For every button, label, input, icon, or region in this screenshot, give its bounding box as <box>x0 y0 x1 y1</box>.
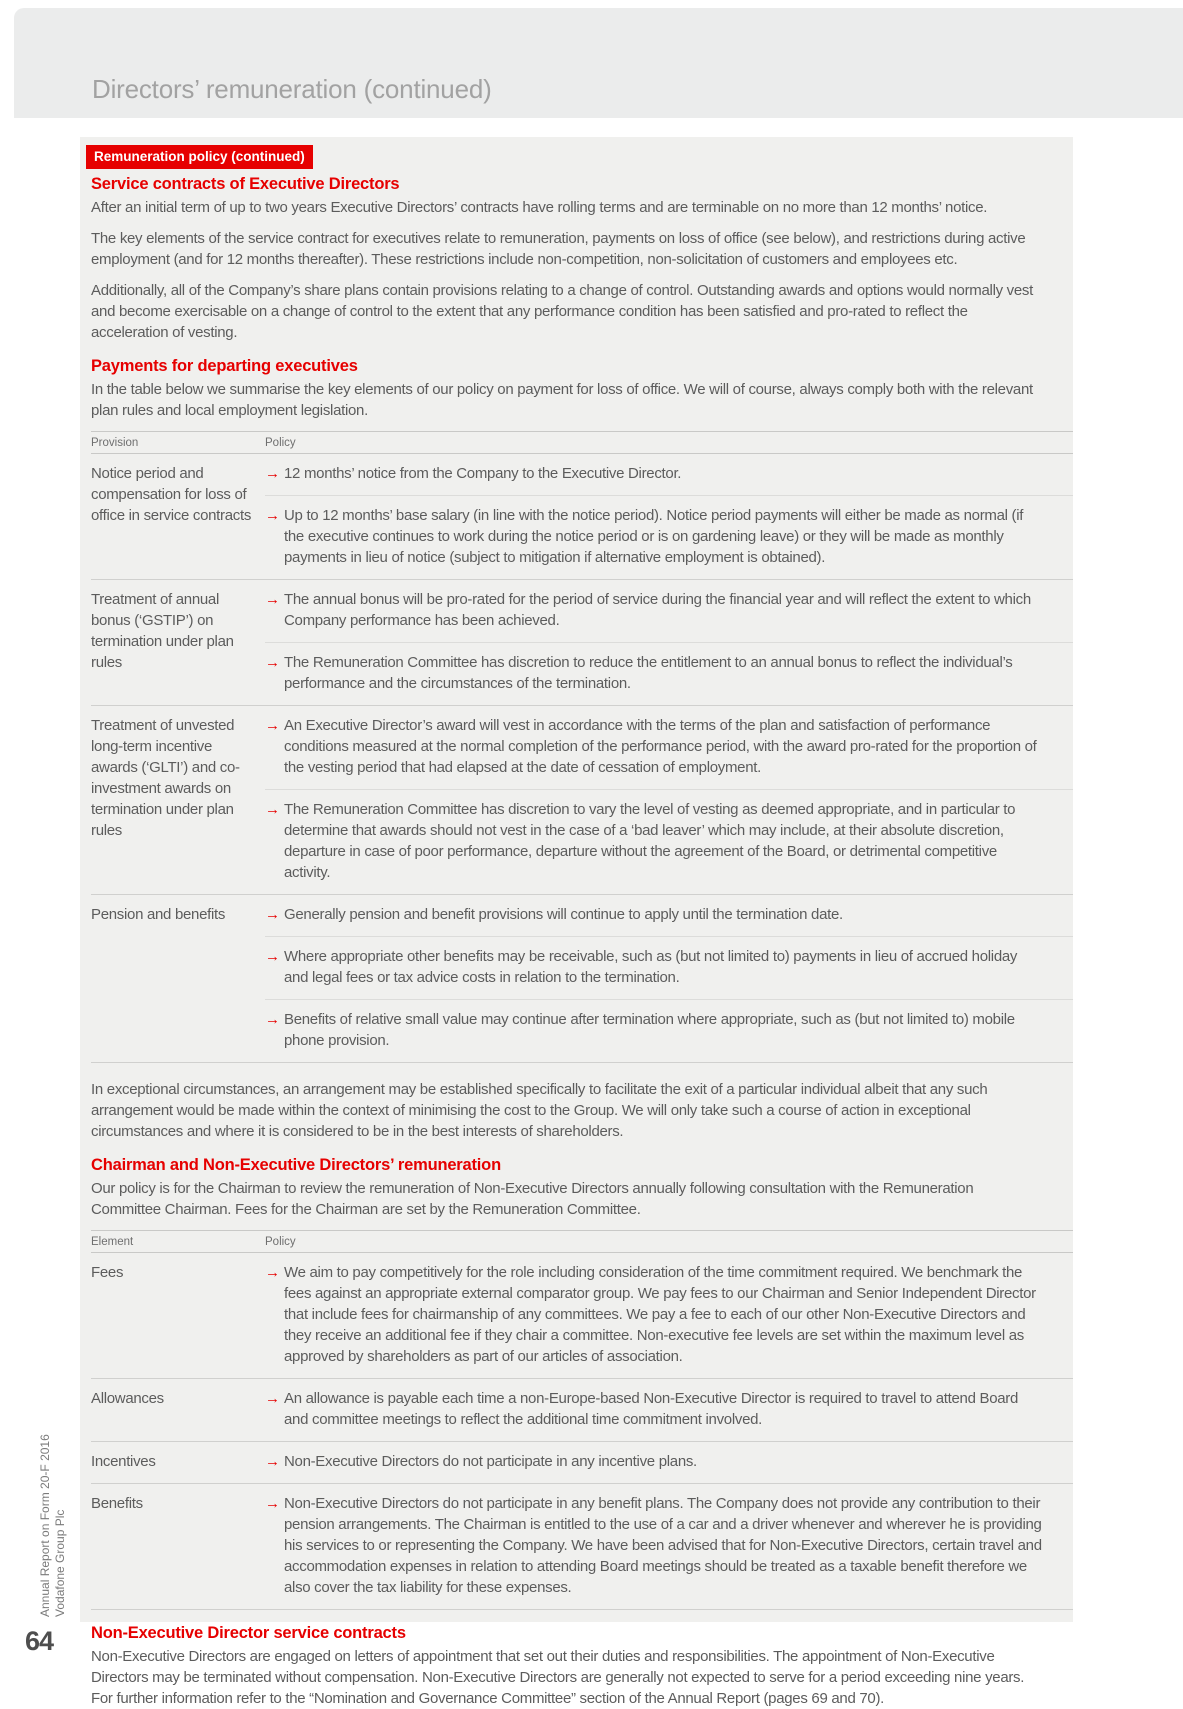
policy-text: The annual bonus will be pro-rated for the period of service during the financial year and will reflect the extent to which Company performance has been achieved. <box>284 591 1031 629</box>
paragraph-exceptional-circumstances: In exceptional circumstances, an arrangement may be established specifically to facilitate the exit of a particular individual albeit that any such arrangement would be made within the context of minimising the cost to the Group. We will only take such a course of action in exceptional circumstances and where it is considered to be in the best interests of shareholders. <box>91 1081 988 1140</box>
paragraph-chairman-neds-intro: Our policy is for the Chairman to review the remuneration of Non-Executive Directors annually following consultation with the Remuneration Committee Chairman. Fees for the Chairman are set by the Remuneration Committee. <box>91 1180 974 1218</box>
column-header-provision: Provision <box>91 437 139 449</box>
heading-ned-service-contracts: Non-Executive Director service contracts <box>91 1624 406 1642</box>
arrow-right-icon: → <box>265 801 280 818</box>
policy-text: Non-Executive Directors do not participate in any incentive plans. <box>284 1453 697 1470</box>
policy-cell <box>265 1253 1073 1378</box>
policy-bullet <box>265 1484 1073 1609</box>
heading-chairman-neds: Chairman and Non-Executive Directors’ remuneration <box>91 1156 501 1174</box>
policy-text: We aim to pay competitively for the role including consideration of the time commitment required. We benchmark the fees against an appropriate external comparator group. We pay fees to our Chairman and Senior Independent Director that include fees for chairmanship of any committees. We pay a fee to each of our other Non-Executive Directors and they receive an additional fee if they chair a committee. Non-executive fee levels are set within the maximum level as approved by shareholders as part of our articles of association. <box>284 1264 1036 1365</box>
policy-text: An Executive Director’s award will vest in accordance with the terms of the plan and satisfaction of performance conditions measured at the normal completion of the performance period, with the award pro-rated for the proportion of the vesting period that had elapsed at the date of cessation of employment. <box>284 717 1037 776</box>
arrow-right-icon: → <box>265 1011 280 1028</box>
arrow-right-icon: → <box>265 1495 280 1512</box>
policy-bullet <box>265 1253 1073 1378</box>
policy-bullet <box>265 895 1073 936</box>
content-panel <box>80 137 1073 1707</box>
policy-text: Non-Executive Directors do not participate in any benefit plans. The Company does not provide any contribution to their pension arrangements. The Chairman is entitled to the use of a car and a driver whenever and wherever he is providing his services to or representing the Company. We have been advised that for Non-Executive Directors, certain travel and accommodation expenses in relation to attending Board meetings should be treated as a taxable benefit therefore we also cover the tax liability for these expenses. <box>284 1495 1042 1596</box>
paragraph-service-contracts-2: The key elements of the service contract for executives relate to remuneration, payments on loss of office (see below), and restrictions during active employment (and for 12 months thereafter). These restrictions include non-competition, non-solicitation of customers and employees etc. <box>91 230 1026 268</box>
policy-bullet <box>265 495 1073 579</box>
payments-policy-table <box>91 431 1073 1063</box>
policy-text: Where appropriate other benefits may be receivable, such as (but not limited to) payments in lieu of accrued holiday and legal fees or tax advice costs in relation to the termination. <box>284 948 1018 986</box>
policy-bullet <box>265 1379 1073 1441</box>
page-title: Directors’ remuneration (continued) <box>92 74 492 104</box>
policy-bullet <box>265 789 1073 894</box>
provision-cell: Treatment of annual bonus (‘GSTIP’) on termination under plan rules <box>91 591 234 671</box>
provision-cell: Pension and benefits <box>91 906 226 923</box>
policy-text: Generally pension and benefit provisions will continue to apply until the termination date. <box>284 906 843 923</box>
arrow-right-icon: → <box>265 1390 280 1407</box>
policy-text: 12 months’ notice from the Company to the Executive Director. <box>284 465 682 482</box>
policy-bullet <box>265 999 1073 1062</box>
paragraph-ned-service-contracts: Non-Executive Directors are engaged on letters of appointment that set out their duties and responsibilities. The appointment of Non-Executive Directors may be terminated without compensation. Non-Executive Directors are generally not expected to serve for a period exceeding nine years. For further information refer to the “Nomination and Governance Committee” section of the Annual Report (pages 69 and 70). <box>91 1648 1025 1707</box>
policy-bullet <box>265 936 1073 999</box>
arrow-right-icon: → <box>265 591 280 608</box>
column-header-policy: Policy <box>265 437 296 449</box>
table-row-notice-period <box>91 454 1073 580</box>
table-row-annual-bonus <box>91 580 1073 706</box>
policy-text: Benefits of relative small value may continue after termination where appropriate, such as (but not limited to) mobile phone provision. <box>284 1011 1015 1049</box>
policy-text: Up to 12 months’ base salary (in line with the notice period). Notice period payments will either be made as normal (if the executive continues to work during the notice period or is on gardening leave) or they will be made as monthly payments in lieu of notice (subject to mitigation if alternative employment is obtained). <box>284 507 1024 566</box>
heading-departing-payments: Payments for departing executives <box>91 357 358 375</box>
policy-cell <box>265 580 1073 705</box>
policy-bullet <box>265 642 1073 705</box>
arrow-right-icon: → <box>265 465 280 482</box>
element-cell: Fees <box>91 1264 124 1281</box>
policy-bullet <box>265 454 1073 495</box>
policy-cell <box>265 1379 1073 1441</box>
page-header-band <box>14 8 1183 118</box>
spine-line-vodafone: Vodafone Group Plc <box>53 1509 67 1617</box>
spine-line-annual-report: Annual Report on Form 20-F 2016 <box>38 1434 52 1617</box>
policy-cell <box>265 1442 1073 1483</box>
policy-text: An allowance is payable each time a non-Europe-based Non-Executive Director is required to travel to attend Board and committee meetings to reflect the additional time commitment involved. <box>284 1390 1019 1428</box>
paragraph-service-contracts-1: After an initial term of up to two years Executive Directors’ contracts have rolling terms and are terminable on no more than 12 months’ notice. <box>91 199 988 216</box>
policy-bullet <box>265 706 1073 789</box>
spine-text <box>38 1434 68 1617</box>
table-row-allowances <box>91 1379 1073 1442</box>
arrow-right-icon: → <box>265 948 280 965</box>
table-row-fees <box>91 1253 1073 1379</box>
remuneration-policy-badge: Remuneration policy (continued) <box>86 145 313 169</box>
column-header-policy: Policy <box>265 1236 296 1248</box>
policy-cell <box>265 454 1073 579</box>
arrow-right-icon: → <box>265 507 280 524</box>
table-row-unvested-awards <box>91 706 1073 895</box>
policy-cell <box>265 706 1073 894</box>
table-header-row <box>91 431 1073 454</box>
arrow-right-icon: → <box>265 1264 280 1281</box>
element-cell: Incentives <box>91 1453 156 1470</box>
paragraph-departing-intro: In the table below we summarise the key elements of our policy on payment for loss of office. We will of course, always comply both with the relevant plan rules and local employment legislation. <box>91 381 1033 419</box>
arrow-right-icon: → <box>265 654 280 671</box>
paragraph-service-contracts-3: Additionally, all of the Company’s share plans contain provisions relating to a change of control. Outstanding awards and options would normally vest and become exercisable on a change of control to the extent that any performance condition has been satisfied and pro-rated to reflect the acceleration of vesting. <box>91 282 1033 341</box>
chairman-neds-table <box>91 1230 1073 1610</box>
column-header-element: Element <box>91 1236 134 1248</box>
table-header-row <box>91 1230 1073 1253</box>
arrow-right-icon: → <box>265 717 280 734</box>
policy-text: The Remuneration Committee has discretion to vary the level of vesting as deemed appropriate, and in particular to determine that awards should not vest in the case of a ‘bad leaver’ which may include, at their absolute discretion, departure in case of poor performance, departure without the agreement of the Board, or detrimental competitive activity. <box>284 801 1016 881</box>
arrow-right-icon: → <box>265 906 280 923</box>
policy-bullet <box>265 580 1073 642</box>
policy-text: The Remuneration Committee has discretion to reduce the entitlement to an annual bonus to reflect the individual’s performance and the circumstances of the termination. <box>284 654 1013 692</box>
arrow-right-icon: → <box>265 1453 280 1470</box>
policy-bullet <box>265 1442 1073 1483</box>
provision-cell: Treatment of unvested long-term incentive awards (‘GLTI’) and co-investment awards on termination under plan rules <box>91 717 240 839</box>
table-row-benefits <box>91 1484 1073 1610</box>
element-cell: Allowances <box>91 1390 164 1407</box>
policy-cell <box>265 1484 1073 1609</box>
table-row-pension-benefits <box>91 895 1073 1063</box>
heading-service-contracts: Service contracts of Executive Directors <box>91 175 400 193</box>
policy-cell <box>265 895 1073 1062</box>
element-cell: Benefits <box>91 1495 143 1512</box>
table-row-incentives <box>91 1442 1073 1484</box>
provision-cell: Notice period and compensation for loss of office in service contracts <box>91 465 252 524</box>
content-panel-inner <box>80 137 1073 1709</box>
page-number: 64 <box>25 1626 54 1656</box>
